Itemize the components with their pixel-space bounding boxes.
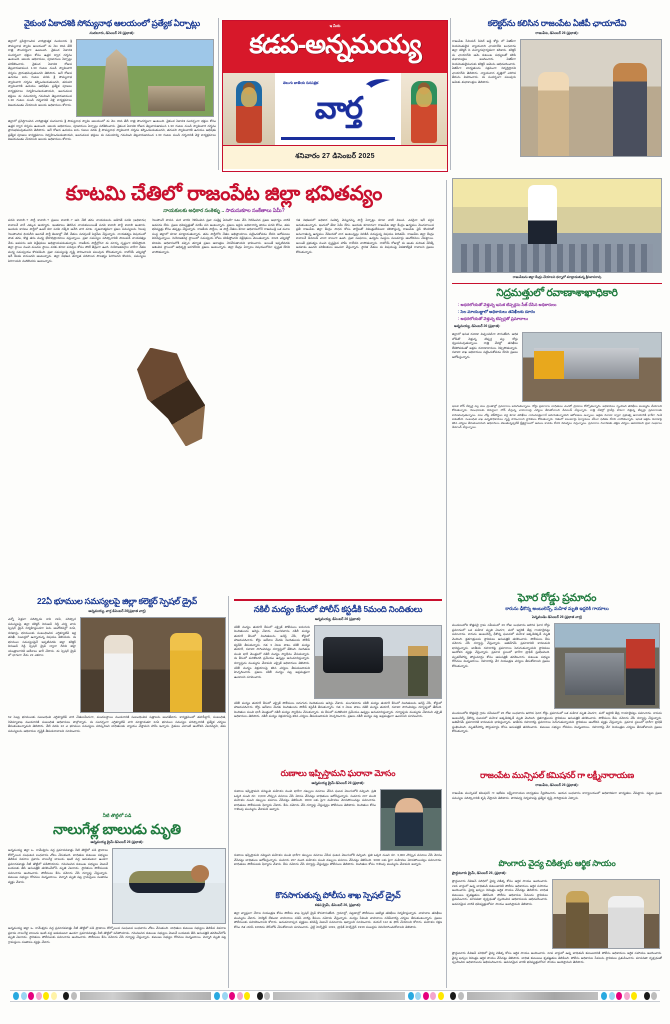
- masthead-logo-tagline: తెలుగు జాతీయ దినపత్రిక: [283, 81, 319, 85]
- bullet-2: : సెల మాయుజ్జులో అధికారులు తనిఖీలకు దూరం: [458, 309, 536, 315]
- headline: రాజంపేట మున్సిపల్ కమిషనర్ గా లక్ష్మీనారాయణ: [480, 770, 634, 780]
- column-divider: [228, 596, 229, 988]
- cyan-light-dot: [609, 992, 615, 1000]
- masthead-title: కడప-అన్నమయ్య: [249, 28, 421, 59]
- headline: రుణాలు ఇప్పిస్తామని ఘరానా మోసం: [280, 768, 396, 778]
- subhead-left: నాయకులకు అధికార సంకెళ్ళు ..: [163, 208, 225, 214]
- body-text-col-1: పదవి కావాలి..? పార్టీ కావాలి..? ప్రజలు కావాలి..? అని నేటి తరం నాయకులను అడిగితే పదవి (అధికారం) కావాలనే వారే ఎక్కువ అయ్యారు. ఇంతకాలం తెలిసిన నాయకులుయితే పదవి కావాలి పార్టీ కావాలి అంటారు. అందుకు కారణం పార్టీలో ఉంటే కదా పదవి దక్కేది అనేది వారి మాట. సృజనాత్మకంగా ప్రజల సమస్యలను గెలుపు గెలుపొందిన థియరీని అందుకే పార్టీ జెండాల్లో నేటి నేతలు పదవులకే పెద్దపీట వేస్తున్నారు. నాయకత్వం విషయంలో పాత తరం, కొత్త తరం మధ్య భేదాభిప్రాయాలు వస్తున్నాయి. ప్రజా సమస్యల పరిష్కారానికి పాటుపడే నాయకత్వం నేడు అవసరం అని విశ్లేషకులు అభిప్రాయపడుతున్నారు. రాజకీయ పార్టీల్లోనూ ఈ మార్పు స్పష్టంగా కనిపిస్తోంది. జిల్లా స్థాయి నుంచి మండల స్థాయి వరకు కూడా పదవుల కోసం పోటీ తీవ్రంగా ఉంది. నియోజకవర్గాల వారీగా నేతల మధ్య సమన్వయం కొరవడింది. ప్రజా సమస్యలపై దృష్టి సారించాలని పలువురు కోరుతున్నారు. రాబోయే ఎన్నికల్లో ఇదే కీలకం కానుందని అంటున్నారు. జిల్లా విభజన తర్వాత పరిపాలన సౌలభ్యం పెరిగిందని కొందరు, సమస్యలు పెరిగాయని మరికొందరు అంటున్నారు.: [8, 218, 146, 263]
- masthead: [222, 20, 448, 172]
- black-dot: [63, 992, 69, 1000]
- body-text-continued: ఇసుక లోడ్ టిప్పర్ల వల్ల పలు ప్రాంతాల్లో ప్రమాదాలు జరుగుతున్నాయి. రోడ్డు ప్రమాదాల బాధితులు ఎందరో ప్రాణాలు కోల్పోతున్నారు. అధికారులు స్పందించి తనిఖీలు ముమ్మరం చేయాలని కోరుతున్నారు. నిబంధనలకు విరుద్ధంగా లోడ్ చేస్తున్న వాహనాలపై చర్యలు తీసుకోవాలని డిమాండ్ చేస్తున్నారు. రాత్రి వేళల్లో హైవేపై వేగంగా వెళ్తున్న టిప్పర్లు ప్రమాదాలకు కారణమవుతున్నాయి. పలు చోట్ల చెక్‌పోస్టుల వద్ద కూడా తనిఖీలు నామమాత్రంగానే జరుగుతున్నాయని ఆరోపణలు ఉన్నాయి. అక్రమ రవాణా ద్వారా ప్రభుత్వ ఆదాయానికి భారీగా గండి పడుతోంది. సంబంధిత శాఖ ఉన్నతాధికారులు దృష్టి సారించాలని స్థానికులు కోరుతున్నారు. గతంలో పలుమార్లు ఫిర్యాదులు చేసినా ఫలితం లేదని వాపోతున్నారు. ఇసుక అక్రమ రవాణాపై కఠిన చర్యలు తీసుకుంటామని అధికారులు చెబుతున్నప్పటికీ క్షేత్రస్థాయిలో అమలు కావడం లేదని విమర్శలు వస్తున్నాయి. ప్రమాదాల నివారణకు తక్షణ చర్యలు అవసరమని ప్రజా సంఘాలు డిమాండ్ చేస్తున్నాయి.: [452, 404, 662, 430]
- magenta-light-dot: [237, 992, 243, 1000]
- bullet-1: : అధరలోయతో వెళ్తున్న ఇసుక టిప్పర్లను సీజ్ చేసిన అధికారులు: [458, 302, 557, 308]
- tipper-truck-photo: [522, 332, 662, 402]
- story-fake-liquor-custody: [234, 596, 442, 777]
- body-text: రాజంపేట మున్సిపల్ కమిషనర్ గా ఇటీవల లక్ష్మీనారాయణ బాధ్యతలు స్వీకరించారు. ఆయన బుధవారం కార్యాలయంలో అధికారికంగా బాధ్యతలు చేపట్టారు. పట్టణ ప్రజల సమస్యల పరిష్కారానికి కృషి చేస్తానని తెలిపారు. పారిశుధ్య నిర్వహణపై ప్రత్యేక దృష్టి సారిస్తామని చెప్పారు.: [452, 791, 662, 800]
- gray-dot: [264, 992, 270, 1000]
- story-medical-financial-aid: [452, 858, 662, 973]
- story-child-drowning: [8, 812, 226, 966]
- black-dot: [450, 992, 456, 1000]
- child-photo: [112, 848, 226, 924]
- story-road-accident: [452, 592, 662, 789]
- masthead-logo: [275, 73, 401, 145]
- cyan-light-dot: [415, 992, 421, 1000]
- cyan-light-dot: [222, 992, 228, 1000]
- body-text: నకిలీ మద్యం తయారీ కేసులో ఎక్సైజ్ పోలీసులు ఐదుగురు నిందితులను అరెస్టు చేశారు. మంగళవారం నకిలీ మద్యం తయారీ కేసులో నిందితులను అరెస్ట్ చేసి, కోర్టులో హాజరుపరిచారు. కోర్టు ఆదేశాల మేరకు నిందితులను పోలీస్ కస్టడీకి తీసుకున్నారు. గత 3 నెలల పాటు నకిలీ మద్యం తయారీ, రవాణా సాగించినట్లు దర్యాప్తులో తేలింది. నిందితుల నుంచి భారీ మొత్తంలో నకిలీ మద్యం స్వాధీనం చేసుకున్నారు. ఈ కేసులో మరికొందరి ప్రమేయం ఉన్నట్లు అనుమానిస్తున్నారు. దర్యాప్తును ముమ్మరం చేశామని ఎక్సైజ్ అధికారులు తెలిపారు. నకిలీ మద్యం విక్రయాలపై కఠిన చర్యలు తీసుకుంటామని హెచ్చరించారు. ప్రజలు నకిలీ మద్యం పట్ల అప్రమత్తంగా ఉండాలని సూచించారు.: [234, 624, 310, 679]
- headline: నాలుగేళ్ల బాలుడు మృతి: [53, 821, 181, 837]
- gray-dot: [651, 992, 657, 1000]
- body-text-continued: అన్నమయ్య జిల్లా ఒ. రామేశ్వరం వద్ద ప్రమాదవశాత్తు నీటి తొట్టిలో పడి ప్రాణాలు కోల్పోయిన సంఘటన బుధవారం చోటు చేసుకుంది. బాధితుల కుటుంబ సభ్యులు తెలిపిన వివరాల ప్రకారం నాలుగేళ్ల బాలుడు ఇంటి వద్ద ఆడుకుంటూ ఉండగా ప్రమాదవశాత్తు నీటి తొట్టిలో పడిపోయాడు. గమనించిన కుటుంబ సభ్యులు వెంటనే బయటకు తీసి ఆసుపత్రికి తరలించేలోపే మృతి చెందాడు. స్థానికులు పోలీసులకు సమాచారం అందించారు. పోలీసులు కేసు నమోదు చేసి దర్యాప్తు చేస్తున్నారు. కుటుంబ సభ్యుల రోదనలు మిన్నంటాయి. చిన్నారి మృతి పట్ల గ్రామస్తులు సంతాపం వ్యక్తం చేశారు.: [8, 926, 226, 944]
- cyan-dot: [13, 992, 19, 1000]
- yellow-light-dot: [51, 992, 57, 1000]
- story-municipal-commissioner: [452, 770, 662, 819]
- dateline: అన్నమయ్య, డిసెంబర్ 26 (ప్రభాత):: [454, 324, 501, 329]
- accident-wreck-photo: [554, 623, 660, 709]
- divider: [452, 283, 662, 285]
- story-agp-meets-collector: [452, 18, 662, 157]
- reg-swatch-group: [598, 992, 660, 1000]
- magenta-light-dot: [430, 992, 436, 1000]
- subhead: కారును ఢీకొన్న అంబులెన్స్, మహిళ మృతి ఇద్దరికి గాయాలు: [505, 606, 609, 611]
- gray-ramp: [273, 992, 405, 1000]
- story-loan-fraud: [234, 768, 442, 877]
- magenta-light-dot: [36, 992, 42, 1000]
- yellow-dot: [438, 992, 444, 1000]
- bullet-3: : అధరలోయతో వెళ్తున్న టిప్పర్లతో ప్రమాదాలు: [458, 316, 529, 322]
- story-collector-special-drive: [8, 596, 226, 799]
- yellow-dot: [43, 992, 49, 1000]
- masthead-underline: [281, 137, 395, 140]
- kicker: నీటి తొట్టిలో పడి: [102, 813, 132, 818]
- woman-complainant-photo: [380, 789, 442, 851]
- headline: ఘోర రోడ్డు ప్రమాదం: [517, 592, 597, 604]
- yellow-dot: [631, 992, 637, 1000]
- headline: నిద్రమత్తులో రవాణాశాఖాధికారి: [496, 287, 618, 300]
- gray-dot: [71, 992, 77, 1000]
- photo-caption: రాజంపేటను జిల్లా కేంద్రం చేయాలని ధర్నాలో మాట్లాడుతున్న శ్రీనివాసరావు: [512, 274, 602, 279]
- dateline: ప్రొద్దుటూరు క్రైమ్, డిసెంబర్ 26, (ప్రభాత):: [452, 871, 507, 875]
- headline: నకిలీ మద్యం కేసులో పోలీస్ కస్టడీకి 5మంది నిందితులు: [253, 603, 423, 614]
- column-divider: [218, 18, 219, 170]
- headline: కొనసాగుతున్న పోలీసు శాఖ స్పెషల్ డ్రైవ్: [275, 890, 401, 900]
- story-police-special-drive: [234, 890, 442, 983]
- body-text: అన్నమయ్య జిల్లా ఒ. రామేశ్వరం వద్ద ప్రమాదవశాత్తు నీటి తొట్టిలో పడి ప్రాణాలు కోల్పోయిన సంఘటన బుధవారం చోటు చేసుకుంది. బాధితుల కుటుంబ సభ్యులు తెలిపిన వివరాల ప్రకారం నాలుగేళ్ల బాలుడు ఇంటి వద్ద ఆడుకుంటూ ఉండగా ప్రమాదవశాత్తు నీటి తొట్టిలో పడిపోయాడు. గమనించిన కుటుంబ సభ్యులు వెంటనే బయటకు తీసి ఆసుపత్రికి తరలించేలోపే మృతి చెందాడు. స్థానికులు పోలీసులకు సమాచారం అందించారు. పోలీసులు కేసు నమోదు చేసి దర్యాప్తు చేస్తున్నారు. కుటుంబ సభ్యుల రోదనలు మిన్నంటాయి. చిన్నారి మృతి పట్ల గ్రామస్తులు సంతాపం వ్యక్తం చేశారు.: [8, 848, 108, 884]
- protest-stage-photo: [452, 178, 662, 273]
- headline: కూటమి చేతిలో రాజంపేట జిల్లా భవితవ్యం: [65, 183, 383, 205]
- body-text-col-3: గత విభజనలో అధికార సంకెళ్ళ వెన్నుదన్ను పార్టీ ఏర్పాట్లు కూడా వాటి విలువ. ఎవరైనా ఇదే వర్ధన అనుకుంటున్నారు. ఇందులో తేడా ఏమీ లేదు. అందుకు కూడాదుగా రాజంపేట జిల్లా కేంద్రం ఉద్యమం మొదలాయిన ప్రతీ రాజంపేట జిల్లా కేంద్రం సాధన కోసం పార్టీలతో నిమిత్తంలేకుండా కలిసొస్తున్న రాజంపేట వైస్ కొందరితో జనంగాతున్న ఉద్యమం నేడెందుకో వార అంటున్నట్లు వినికిడి నడుస్తున్న విషయం విదితమే. రాజంపేట జిల్లా కేంద్రం కావాలనే డిమాండ్ చాలా కాలంగా ఉంది. ప్రజా సంఘాలు, ఉద్యమ సంస్థలు పలుమార్లు ఆందోళనలు చేపట్టాయి. అయితే ప్రభుత్వం నుంచి స్పష్టమైన హామీ రాలేదని వాపోతున్నారు. రాబోయే రోజుల్లో ఈ అంశం మరింత వేడెక్కే అవకాశం ఉందని పరిశీలకులు అంచనా వేస్తున్నారు. స్థానిక నేతలు ఈ విషయంపై ఏకతాటిపైకి రావాలని ప్రజలు కోరుతున్నారు.: [296, 218, 434, 254]
- body-text: ఎన్నో ఏళ్లుగా పరిష్కారం కాని 22ఏ, పరిష్కార సమస్యలపై జిల్లా కలెక్టర్ నిరంజన్ రెడ్డి చర్య వారు స్పెషల్ డ్రైవ్ నిర్వహిస్తుండగా పెను ఆందోళనల్లో 22ఏ, దరఖాస్తు భూములకు సంబంధించిన ఎగ్జిక్యూటివ్ ఇళ్ల తనిఖీ. సెంటర్లలో ఉన్నాయన్న విషయం తెలియదు. ఈ భూముల సమస్యలపైనే ఇప్పటివరకు జిల్లా కలెక్టర్ నిరంజన్ రెడ్డి స్పెషల్ డ్రైవ్ ద్వారా దీనిని జిల్లా యంత్రాంగానికి ఆదేశాలు జారీ చేసారు. ఈ స్పెషల్ డ్రైవ్ లో భాగంగా నేడు 22 ఎకరాల: [8, 617, 76, 658]
- gray-ramp: [467, 992, 599, 1000]
- subhead-right: సామసుకూల సంకేతాలు ఏమీ?: [225, 208, 285, 214]
- body-text: జిల్లాలో ప్రసిద్ధిగాంచిన చారిత్రాత్మక నందలూరు శ్రీ సౌమ్యనాథ స్వామి ఆలయంలో ఈ నెల 30వ తేదీ రాత్రి సౌందర్యంగా ఉంటుంది. వైకుంఠ ఏకాదశి సందర్భంగా భక్తుల కోసం ఉత్తర ద్వార దర్శనం ఉంటుంది. ఆలయ అధికారులు, పూజారులు ఏర్పాట్లు పరిశీలించారు. వైకుంఠ ఏకాదశి రోజున తెల్లవారుజామున 1.30 గంటల నుండి స్వామివారి దర్శనం ప్రారంభమవుతుందని తెలిపారు. అదే రోజున ఉదయం ఐదు గంటల వరకు శ్రీ సౌమ్యనాథ స్వామివారి దర్శనం కల్పించబడుతుందని, తదుపరి స్వామివారికి ఉదయం అభిషేకం ప్రత్యేక పూజలు కార్యక్రమాలు నిర్వహించబడుతాయని, అందువలన భక్తులు ఈ సమయాన్ని గమనించి తెల్లవారుజామున 1.30 గంటల నుండి దర్శనానికి వెళ్లి కార్యక్రమాలు విజయవంతం చేయాలని ఆలయ అధికారులు కోరారు.: [8, 39, 72, 107]
- body-text: జిల్లాలో ఇసుక రవాణా విచ్చలవిడిగా సాగుతోంది. అధిక లోడ్‌తో వెళ్తున్న టిప్పర్ల వల్ల రోడ్లు ధ్వంసమవుతున్నాయి. రాత్రి వేళల్లో తనిఖీలు లేకపోవడంతో అక్రమ రవాణాదారులు రెచ్చిపోతున్నారు. రవాణా శాఖ అధికారులు పట్టించుకోవడం లేదని ప్రజలు ఆరోపిస్తున్నారు.: [452, 332, 518, 359]
- magenta-dot: [28, 992, 34, 1000]
- body-text: మండలంలోని కొత్తపల్లె గ్రామ సమీపంలో 26 రోజు బుధవారం జరిగిన ఘోర రోడ్డు ప్రమాదంలో ఒక మహిళ మృతి చెందగా, మరో ఇద్దరికి తీవ్ర గాయాలైనట్లు సమాచారం. కారును అంబులెన్స్ ఢీకొన్న ఘటనలో మహిళ అక్కడికక్కడే మృతి చెందింది. క్షతగాత్రులను స్థానికులు ఆసుపత్రికి తరలించారు. పోలీసులు కేసు నమోదు చేసి దర్యాప్తు చేస్తున్నారు. అతివేగమే ప్రమాదానికి కారణమని భావిస్తున్నారు. జాతీయ రహదారిపై ప్రమాదాలు పెరుగుతున్నాయని స్థానికులు ఆందోళన వ్యక్తం చేస్తున్నారు. ప్రమాద స్థలంలో భారీగా ట్రాఫిక్ స్తంభించింది. మృతదేహాన్ని పోస్టుమార్టం కోసం ఆసుపత్రికి తరలించారు. కుటుంబ సభ్యుల రోదనలు మిన్నంటాయి. రహదారిపై వేగ నియంత్రణ చర్యలు తీసుకోవాలని ప్రజలు కోరుతున్నారు.: [452, 623, 550, 668]
- subhead: [8, 208, 440, 215]
- deity-figure-icon: [223, 73, 275, 145]
- police-arrest-photo: [314, 625, 442, 699]
- black-dot: [644, 992, 650, 1000]
- headline: 22ఏ భూముల సమస్యలపై జిల్లా కలెక్టర్ స్పెషల్ డ్రైవ్: [37, 596, 197, 606]
- reg-swatch-group: [10, 992, 80, 1000]
- divider: [234, 599, 442, 601]
- reg-swatch-group: [211, 992, 273, 1000]
- body-text-col-2: గెలుపొందే పాదన. మరి వారిని గెలిపించిన ప్రజా సంక్షిప్త ఏమిటి? ఓటు వేసి గెలిపించిన ప్రజల అభాగ్యం వారికి అవసరం లేదు. ప్రజల భవిష్యత్తుతో మాకేం పని అంటున్నారు. ప్రజలు ఇద్దరు అధికారాన్ని తాము పదవి కోసం, తమ భవిష్యత్తు కోసం తప్పట్లు వేస్తున్నారు. రాజకీయ పార్టీలు, ఆ పార్టీ నేతలు కూడా అధికారంలోనే రాజమండ్రి ఒక మూల సంస్థ జిల్లాలో కూడా మాట్లాడుతున్నారు. తమ పార్టీలోని నేతల అభిప్రాయాలు పట్టించుకోవడం లేదని ఆరోపణలు వినిపిస్తున్నాయి. నియోజకవర్గ స్థాయిలో సమన్వయ లోపం కనిపిస్తోందని విశ్లేషకులు చెబుతున్నారు. 2024 ఎన్నికల్లో కూటమి అధికారంలోకి వచ్చిన తర్వాత ప్రజల ఆకాంక్షలు నెరవేరుతాయని భావించారు. అయితే ఇప్పటివరకు ఆశించిన స్థాయిలో అభివృద్ధి జరగలేదని ప్రజలు అంటున్నారు. జిల్లా కేంద్రం ఏర్పాటు విషయంలోనూ స్పష్టత లేదని వాపోతున్నారు.: [152, 218, 290, 254]
- temple-photo: [76, 39, 214, 117]
- headline: కలెక్టర్‌ను కలిసిన రాజంపేట ఏజీపీ ఛాయాదేవి: [487, 18, 627, 28]
- dateline: రాజంపేట, డిసెంబర్ 26 (ప్రభాత):: [535, 783, 579, 787]
- dateline: అన్నమయ్య క్రైమ్ డిసెంబర్ 26 (ప్రభాత):: [90, 840, 144, 844]
- bull-photo: [126, 343, 226, 458]
- reg-swatch-group: [405, 992, 467, 1000]
- masthead-title-bar: [223, 21, 447, 73]
- masthead-date: శనివారం 27 డిసెంబర్ 2025: [223, 145, 447, 169]
- masthead-logo-text: వార్త: [314, 92, 362, 125]
- column-divider: [450, 18, 451, 170]
- dateline: అన్నమయ్య క్రైమ్ డిసెంబర్ 26 (ప్రభాత):: [311, 781, 365, 785]
- yellow-dot: [244, 992, 250, 1000]
- body-text: రుణాలు ఇప్పిస్తామని నమ్మించి మహిళల నుంచి భారీగా డబ్బులు వసూలు చేసిన ఘటన వెలుగులోకి వచ్చింది. ప్రతి ఒక్కరి నుంచి రూ. 3,000 చొప్పున వసూలు చేసి మోసం చేసినట్లు బాధితులు ఆరోపిస్తున్నారు. సుమారు 207 మంది మహిళల నుంచి డబ్బులు వసూలు చేసినట్లు తెలిసింది. 3000 లకు పైగా మహిళలు మోసపోయినట్లు సమాచారం. బాధితులు పోలీసులకు ఫిర్యాదు చేశారు. కేసు నమోదు చేసి దర్యాప్తు చేస్తున్నట్లు పోలీసులు తెలిపారు. నిందితుల కోసం గాలింపు ముమ్మరం చేశామని అన్నారు.: [234, 789, 376, 812]
- body-text-continued: ప్రొద్దుటూరు డివిజన్ పరిధిలో వైద్య చికిత్స కోసం ఆర్థిక సాయం అందించారు. 22వ వార్డులో ఉన్న బాధితుడి కుటుంబానికి పోలీసు అధికారులు ఆర్థిక సహాయం అందించారు. వైద్య ఖర్చుల నిమిత్తం ఆర్థిక సాయం చేసినట్లు తెలిపారు. బాధిత కుటుంబం కృతజ్ఞతలు తెలిపింది. పోలీసు అధికారుల సేవలను స్థానికులు ప్రశంసించారు. మానవతా దృక్పథంతో స్పందించిన అధికారులను అభినందించారు. అవసరమైన వారికి భవిష్యత్తులోనూ సాయం అందిస్తామని తెలిపారు.: [452, 951, 662, 965]
- dateline: నందలూరు, డిసెంబర్ 26 (ప్రభాత):: [89, 31, 135, 35]
- deity-figure-icon: [401, 73, 447, 145]
- officials-group-photo: [520, 39, 662, 157]
- magenta-dot: [616, 992, 622, 1000]
- body-text: జిల్లా వ్యాప్తంగా నేరాల నియంత్రణ కోసం పోలీసు శాఖ స్పెషల్ డ్రైవ్ కొనసాగుతోంది. గ్రామాల్లో, పట్టణాల్లో పోలీసులు ఆకస్మిక తనిఖీలు నిర్వహిస్తున్నారు. వాహనాల తనిఖీలు ముమ్మరం చేశారు. హెల్మెట్ లేకుండా వాహనాలు నడిపే వారిపై కేసులు నమోదు చేస్తున్నారు. మద్యం సేవించి వాహనాలు నడిపేవారిపై చర్యలు తీసుకుంటున్నారు. ప్రజలు పోలీసులకు సహకరించాలని కోరారు. అనుమానాస్పద వ్యక్తులు కనిపిస్తే వెంటనే సమాచారం ఇవ్వాలని సూచించారు. డయల్ 112 కు ఫోన్ చేయాలని కోరారు. మహిళల రక్షణ కోసం దిశ యాప్ 1098ను డౌన్‌లోడ్ చేసుకోవాలని సూచించారు. చైల్డ్ హెల్ప్‌లైన్ 1091, ట్రాఫిక్ హెల్ప్‌లైన్ 1939 నంబర్లను వినియోగించుకోవాలని తెలిపారు.: [234, 911, 442, 929]
- magenta-dot: [229, 992, 235, 1000]
- magenta-light-dot: [624, 992, 630, 1000]
- dateline: పెన్నముడెం డిసెంబర్ 26 (ప్రభాత వార్త): [532, 615, 582, 619]
- masthead-logo-row: [223, 73, 447, 145]
- cyan-dot: [214, 992, 220, 1000]
- headline: వైకుంఠ ఏకాదశికి సోమ్యనాథ ఆలయంలో ప్రత్యేక ఏర్పాట్లు: [24, 18, 200, 28]
- gray-dot: [458, 992, 464, 1000]
- cyan-light-dot: [21, 992, 27, 1000]
- cyan-dot: [601, 992, 607, 1000]
- dateline: కడప క్రైమ్, డిసెంబర్ 26, (ప్రభాత):: [314, 903, 362, 907]
- cmyk-registration-bar: [10, 990, 660, 1002]
- headline: పొంగారు వైద్య చికిత్సకు ఆర్థిక సాయం: [498, 858, 616, 868]
- cheque-handover-photo: [552, 879, 660, 949]
- body-text-continued: రుణాలు ఇప్పిస్తామని నమ్మించి మహిళల నుంచి భారీగా డబ్బులు వసూలు చేసిన ఘటన వెలుగులోకి వచ్చింది. ప్రతి ఒక్కరి నుంచి రూ. 3,000 చొప్పున వసూలు చేసి మోసం చేసినట్లు బాధితులు ఆరోపిస్తున్నారు. సుమారు 207 మంది మహిళల నుంచి డబ్బులు వసూలు చేసినట్లు తెలిసింది. 3000 లకు పైగా మహిళలు మోసపోయినట్లు సమాచారం. బాధితులు పోలీసులకు ఫిర్యాదు చేశారు. కేసు నమోదు చేసి దర్యాప్తు చేస్తున్నట్లు పోలీసులు తెలిపారు. నిందితుల కోసం గాలింపు ముమ్మరం చేశామని అన్నారు.: [234, 853, 442, 867]
- body-text-continued: మండలంలోని కొత్తపల్లె గ్రామ సమీపంలో 26 రోజు బుధవారం జరిగిన ఘోర రోడ్డు ప్రమాదంలో ఒక మహిళ మృతి చెందగా, మరో ఇద్దరికి తీవ్ర గాయాలైనట్లు సమాచారం. కారును అంబులెన్స్ ఢీకొన్న ఘటనలో మహిళ అక్కడికక్కడే మృతి చెందింది. క్షతగాత్రులను స్థానికులు ఆసుపత్రికి తరలించారు. పోలీసులు కేసు నమోదు చేసి దర్యాప్తు చేస్తున్నారు. అతివేగమే ప్రమాదానికి కారణమని భావిస్తున్నారు. జాతీయ రహదారిపై ప్రమాదాలు పెరుగుతున్నాయని స్థానికులు ఆందోళన వ్యక్తం చేస్తున్నారు. ప్రమాద స్థలంలో భారీగా ట్రాఫిక్ స్తంభించింది. మృతదేహాన్ని పోస్టుమార్టం కోసం ఆసుపత్రికి తరలించారు. కుటుంబ సభ్యుల రోదనలు మిన్నంటాయి. రహదారిపై వేగ నియంత్రణ చర్యలు తీసుకోవాలని ప్రజలు కోరుతున్నారు.: [452, 711, 662, 734]
- story-transport-officer: [452, 178, 662, 626]
- body-text: ప్రొద్దుటూరు డివిజన్ పరిధిలో వైద్య చికిత్స కోసం ఆర్థిక సాయం అందించారు. 22వ వార్డులో ఉన్న బాధితుడి కుటుంబానికి పోలీసు అధికారులు ఆర్థిక సహాయం అందించారు. వైద్య ఖర్చుల నిమిత్తం ఆర్థిక సాయం చేసినట్లు తెలిపారు. బాధిత కుటుంబం కృతజ్ఞతలు తెలిపింది. పోలీసు అధికారుల సేవలను స్థానికులు ప్రశంసించారు. మానవతా దృక్పథంతో స్పందించిన అధికారులను అభినందించారు. అవసరమైన వారికి భవిష్యత్తులోనూ సాయం అందిస్తామని తెలిపారు.: [452, 879, 548, 906]
- dateline: అన్నమయ్య, డిసెంబర్ 26 (ప్రభాత):: [314, 616, 362, 621]
- story-temple-arrangements: [8, 18, 216, 155]
- cyan-dot: [408, 992, 414, 1000]
- body-text-continued: జిల్లాలో ప్రసిద్ధిగాంచిన చారిత్రాత్మక నందలూరు శ్రీ సౌమ్యనాథ స్వామి ఆలయంలో ఈ నెల 30వ తేదీ రాత్రి సౌందర్యంగా ఉంటుంది. వైకుంఠ ఏకాదశి సందర్భంగా భక్తుల కోసం ఉత్తర ద్వార దర్శనం ఉంటుంది. ఆలయ అధికారులు, పూజారులు ఏర్పాట్లు పరిశీలించారు. వైకుంఠ ఏకాదశి రోజున తెల్లవారుజామున 1.30 గంటల నుండి స్వామివారి దర్శనం ప్రారంభమవుతుందని తెలిపారు. అదే రోజున ఉదయం ఐదు గంటల వరకు శ్రీ సౌమ్యనాథ స్వామివారి దర్శనం కల్పించబడుతుందని, తదుపరి స్వామివారికి ఉదయం అభిషేకం ప్రత్యేక పూజలు కార్యక్రమాలు నిర్వహించబడుతాయని, అందువలన భక్తులు ఈ సమయాన్ని గమనించి తెల్లవారుజామున 1.30 గంటల నుండి దర్శనానికి వెళ్లి కార్యక్రమాలు విజయవంతం చేయాలని ఆలయ అధికారులు కోరారు.: [8, 119, 216, 142]
- body-text-continued: 62 సెంట్ల భూములకు సంబంధించి ఎగ్జిక్యూటివ్ వారి చేతులమీదుగా, మండలస్థాయి మండలానికి సంబంధించిన పత్రాలను అందజేశారు. కార్యక్రమంలో తహసీల్దార్, సంబంధిత, రెవెన్యూశాఖ మండలానికి సంబంధిత అధికారులు పాల్గొన్నారు. ఈ సందర్భంగా ఎగ్జిక్యూటివ్ వారి మాట్లాడుతూ 22ఏ భూముల సమస్యల పరిష్కారానికి ప్రత్యేక చర్యలు తీసుకుంటున్నామని తెలిపారు. నేటి వరకు 22 ఎ భూముల సమస్యలు పరిష్కరించి బాధితులకు న్యాయం చేస్తామని హామీ ఇచ్చారు. రైతులు ఎలాంటి ఆందోళన చెందవద్దని, తమ సమస్యలను అధికారుల దృష్టికి తీసుకురావాలని సూచించారు.: [8, 715, 226, 733]
- dateline: అన్నమయ్య, వార్త డిసెంబర్ 26(ప్రభాత వార్త): [88, 609, 146, 613]
- story-lead-alliance: [8, 182, 440, 610]
- body-text-continued: నకిలీ మద్యం తయారీ కేసులో ఎక్సైజ్ పోలీసులు ఐదుగురు నిందితులను అరెస్టు చేశారు. మంగళవారం నకిలీ మద్యం తయారీ కేసులో నిందితులను అరెస్ట్ చేసి, కోర్టులో హాజరుపరిచారు. కోర్టు ఆదేశాల మేరకు నిందితులను పోలీస్ కస్టడీకి తీసుకున్నారు. గత 3 నెలల పాటు నకిలీ మద్యం తయారీ, రవాణా సాగించినట్లు దర్యాప్తులో తేలింది. నిందితుల నుంచి భారీ మొత్తంలో నకిలీ మద్యం స్వాధీనం చేసుకున్నారు. ఈ కేసులో మరికొందరి ప్రమేయం ఉన్నట్లు అనుమానిస్తున్నారు. దర్యాప్తును ముమ్మరం చేశామని ఎక్సైజ్ అధికారులు తెలిపారు. నకిలీ మద్యం విక్రయాలపై కఠిన చర్యలు తీసుకుంటామని హెచ్చరించారు. ప్రజలు నకిలీ మద్యం పట్ల అప్రమత్తంగా ఉండాలని సూచించారు.: [234, 700, 442, 719]
- magenta-dot: [423, 992, 429, 1000]
- column-divider: [446, 180, 447, 988]
- masthead-micro-label: ఇ మీరు: [329, 24, 341, 28]
- body-text: రాజంపేట సీనియర్ సివిల్ జడ్జి కోర్టు లో ఏజీపీగా నియమితులైన న్యాయవాది ఛాయాదేవి బుధవారం జిల్లా కలెక్టర్ ని మర్యాదపూర్వకంగా కలిశారు. కలెక్టర్ ను ఛాయాదేవి ఆమె కుటుంబ సభ్యులతో కలిసి శుభాకాంక్షలు అందించారు. ఏజీపీగా నియమితులైనందుకు కలెక్టర్ ఆమెను అభినందించారు. ఏజీపీగా బాధ్యతలను సక్రమంగా నిర్వర్తిస్తానని ఛాయాదేవి తెలిపారు. న్యాయవాద వృత్తిలో ఎదిగిన తీరును వివరించారు. ఈ సందర్భంగా పలువురు ఆమెకు శుభాకాంక్షలు తెలిపారు.: [452, 39, 516, 84]
- dateline: రాజంపేట, డిసెంబర్ 26 (ప్రభాత):: [535, 31, 579, 35]
- gray-ramp: [80, 992, 212, 1000]
- black-dot: [257, 992, 263, 1000]
- certificate-handover-photo: [80, 617, 226, 713]
- bird-icon: [365, 77, 391, 89]
